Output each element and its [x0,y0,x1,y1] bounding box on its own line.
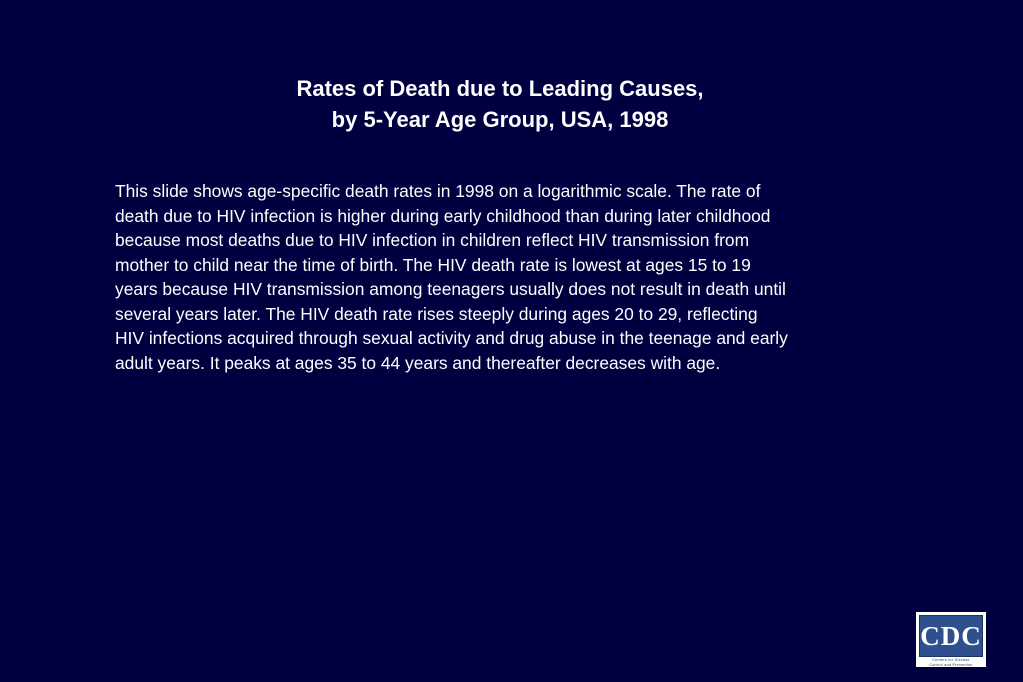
body-line: mother to child near the time of birth. The HIV death rate is lowest at ages 15 to 19 [115,254,751,275]
cdc-logo-subtext-line: Centers for Disease [932,658,970,662]
body-line: years because HIV transmission among teenagers usually does not result in death until [115,279,786,299]
cdc-logo-subtext-line: Control and Prevention [929,662,973,667]
body-line: death due to HIV infection is higher during early childhood than during later childhood [115,205,771,226]
body-line: several years later. The HIV death rate rises steeply during ages 20 to 29, reflecting [115,303,758,324]
slide-title-line: by 5-Year Age Group, USA, 1998 [331,107,669,132]
slide-title-line: Rates of Death due to Leading Causes, [296,76,704,101]
cdc-logo-box [919,615,983,657]
slide-title [0,73,1000,135]
cdc-logo [916,612,986,667]
body-line: HIV infections acquired through sexual activity and drug abuse in the teenage and early [115,328,788,348]
body-line: because most deaths due to HIV infection in children reflect HIV transmission from [115,230,750,250]
cdc-logo-text: CDC [920,620,982,651]
body-line: This slide shows age-specific death rates in 1998 on a logarithmic scale. The rate of [115,181,761,201]
slide-body-text [115,179,915,375]
cdc-logo-subtext [919,658,983,667]
body-line: adult years. It peaks at ages 35 to 44 years and thereafter decreases with age. [115,352,721,373]
